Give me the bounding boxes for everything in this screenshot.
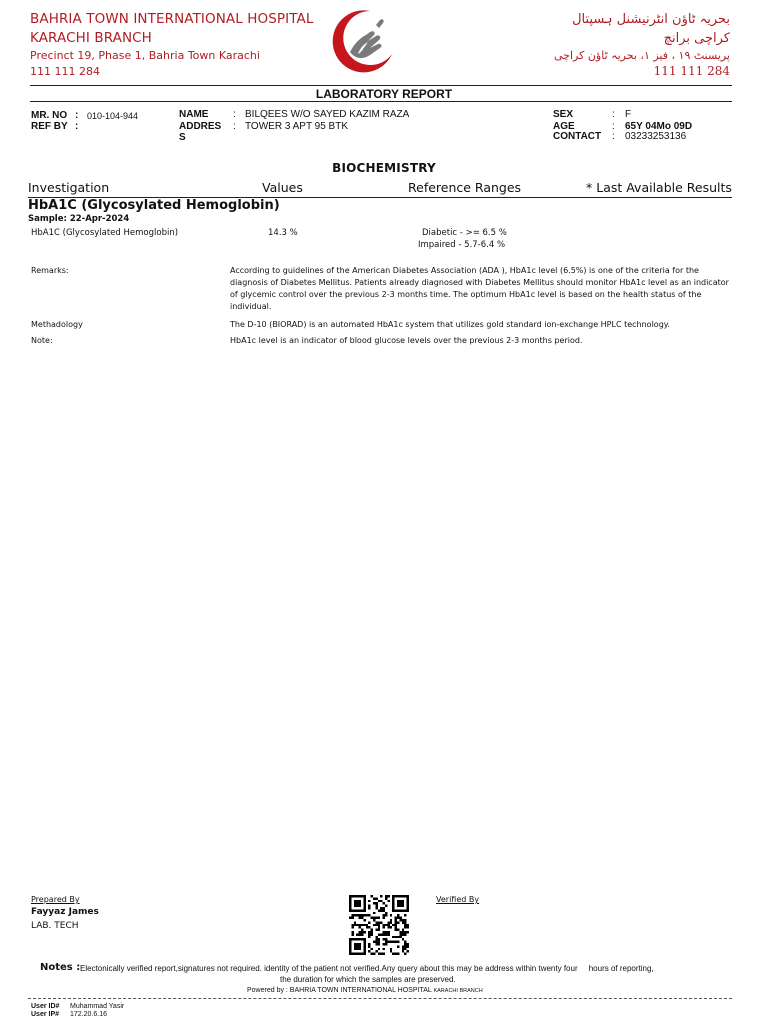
patient-address: TOWER 3 APT 95 BTK bbox=[245, 121, 348, 132]
age-label: AGE bbox=[553, 121, 575, 132]
qr-code-icon bbox=[348, 895, 410, 955]
prepared-by-name: Fayyaz James bbox=[31, 907, 99, 917]
ref-by-colon: : bbox=[75, 121, 79, 132]
test-title: HbA1C (Glycosylated Hemoglobin) bbox=[28, 198, 280, 213]
remarks-text: According to guidelines of the American Diabetes Association (ADA ), HbA1c level (6.5%) is one of the criteria for the diagnosis of Diabetes Mellitus. Patients already diagnosed with Diabetes Mellitus should monitor HbA1c level as an indicator of glycemic control over the previous 2-3 months time. The optimum HbA1c level is based on the health status of the individual. bbox=[230, 266, 729, 311]
age-value: 65Y 04Mo 09D bbox=[625, 121, 693, 132]
user-id-value: Muhammad Yasir bbox=[70, 1003, 125, 1010]
mr-no-value: 010-104-944 bbox=[87, 111, 139, 121]
user-ip-value: 172.20.6.16 bbox=[70, 1011, 107, 1018]
remarks-label: Remarks: bbox=[31, 266, 69, 275]
contact-colon: : bbox=[612, 131, 615, 142]
powered-by-branch: KARACHI BRANCH bbox=[433, 988, 483, 994]
name-label: NAME bbox=[179, 109, 209, 120]
column-header-reference: Reference Ranges bbox=[408, 180, 522, 195]
address-colon: : bbox=[233, 121, 236, 132]
column-header-last-results: * Last Available Results bbox=[586, 180, 732, 195]
hospital-address: Precinct 19, Phase 1, Bahria Town Karachi bbox=[30, 49, 260, 62]
address-label-wrap: S bbox=[179, 132, 186, 143]
hospital-branch-urdu: کراچی برانچ bbox=[663, 31, 730, 46]
report-title: LABORATORY REPORT bbox=[315, 87, 453, 101]
powered-by-text: Powered by : BAHRIA TOWN INTERNATIONAL HOSPITAL bbox=[247, 987, 432, 994]
note-text: HbA1c level is an indicator of blood glucose levels over the previous 2-3 months period. bbox=[230, 336, 583, 345]
footer-divider bbox=[28, 998, 732, 999]
hospital-logo-icon bbox=[330, 8, 400, 78]
title-divider bbox=[30, 101, 732, 102]
column-header-investigation: Investigation bbox=[28, 180, 110, 195]
hospital-header-english bbox=[30, 10, 314, 80]
prepared-by-role: LAB. TECH bbox=[31, 921, 79, 931]
user-ip-label: User IP# bbox=[31, 1011, 60, 1018]
powered-by bbox=[247, 987, 483, 994]
age-colon: : bbox=[612, 121, 615, 132]
methodology-text: The D-10 (BIORAD) is an automated HbA1c system that utilizes gold standard ion-exchange HPLC technology. bbox=[230, 320, 670, 329]
hospital-branch: KARACHI BRANCH bbox=[30, 30, 152, 46]
sex-colon: : bbox=[612, 109, 615, 120]
sample-date: Sample: 22-Apr-2024 bbox=[28, 214, 130, 224]
notes-label: Notes : bbox=[40, 962, 81, 973]
contact-label: CONTACT bbox=[553, 131, 602, 142]
section-title: BIOCHEMISTRY bbox=[332, 161, 436, 175]
prepared-by-label: Prepared By bbox=[31, 895, 80, 904]
hospital-header-urdu bbox=[554, 10, 730, 79]
verified-by-label: Verified By bbox=[436, 895, 480, 904]
hospital-name: BAHRIA TOWN INTERNATIONAL HOSPITAL bbox=[30, 11, 314, 27]
reference-impaired: Impaired - 5.7-6.4 % bbox=[418, 240, 506, 250]
mr-no-label: MR. NO bbox=[31, 110, 68, 121]
reference-diabetic: Diabetic - >= 6.5 % bbox=[422, 228, 507, 238]
notes-text-line2: the duration for which the samples are preserved. bbox=[280, 975, 456, 984]
ref-by-label: REF BY bbox=[31, 121, 68, 132]
patient-name: BILQEES W/O SAYED KAZIM RAZA bbox=[245, 109, 410, 120]
hospital-name-urdu: بحریہ ٹاؤن انٹرنیشنل ہسپتال bbox=[572, 12, 730, 27]
hospital-phone-urdu: 111 111 284 bbox=[653, 64, 730, 78]
result-test-name: HbA1C (Glycosylated Hemoglobin) bbox=[31, 228, 179, 238]
note-label: Note: bbox=[31, 336, 53, 345]
column-header-values: Values bbox=[262, 180, 303, 195]
header-divider bbox=[30, 85, 732, 86]
hospital-phone: 111 111 284 bbox=[30, 65, 100, 78]
hospital-address-urdu: پریسنٹ ۱۹ ، فیز ۱، بحریہ ٹاؤن کراچی bbox=[554, 49, 730, 62]
contact-value: 03233253136 bbox=[625, 131, 687, 142]
user-id-label: User ID# bbox=[31, 1003, 60, 1010]
name-colon: : bbox=[233, 109, 236, 120]
notes-text-line1: Electonically verified report,signatures not required. identity of the patient not verified.Any query about this may be address within twenty four hours of reporting, bbox=[80, 964, 654, 973]
result-value: 14.3 % bbox=[268, 228, 298, 238]
sex-value: F bbox=[625, 109, 632, 120]
sex-label: SEX bbox=[553, 109, 574, 120]
mr-no-colon: : bbox=[75, 110, 79, 121]
address-label: ADDRES bbox=[179, 121, 222, 132]
methodology-label: Methadology bbox=[31, 320, 83, 329]
